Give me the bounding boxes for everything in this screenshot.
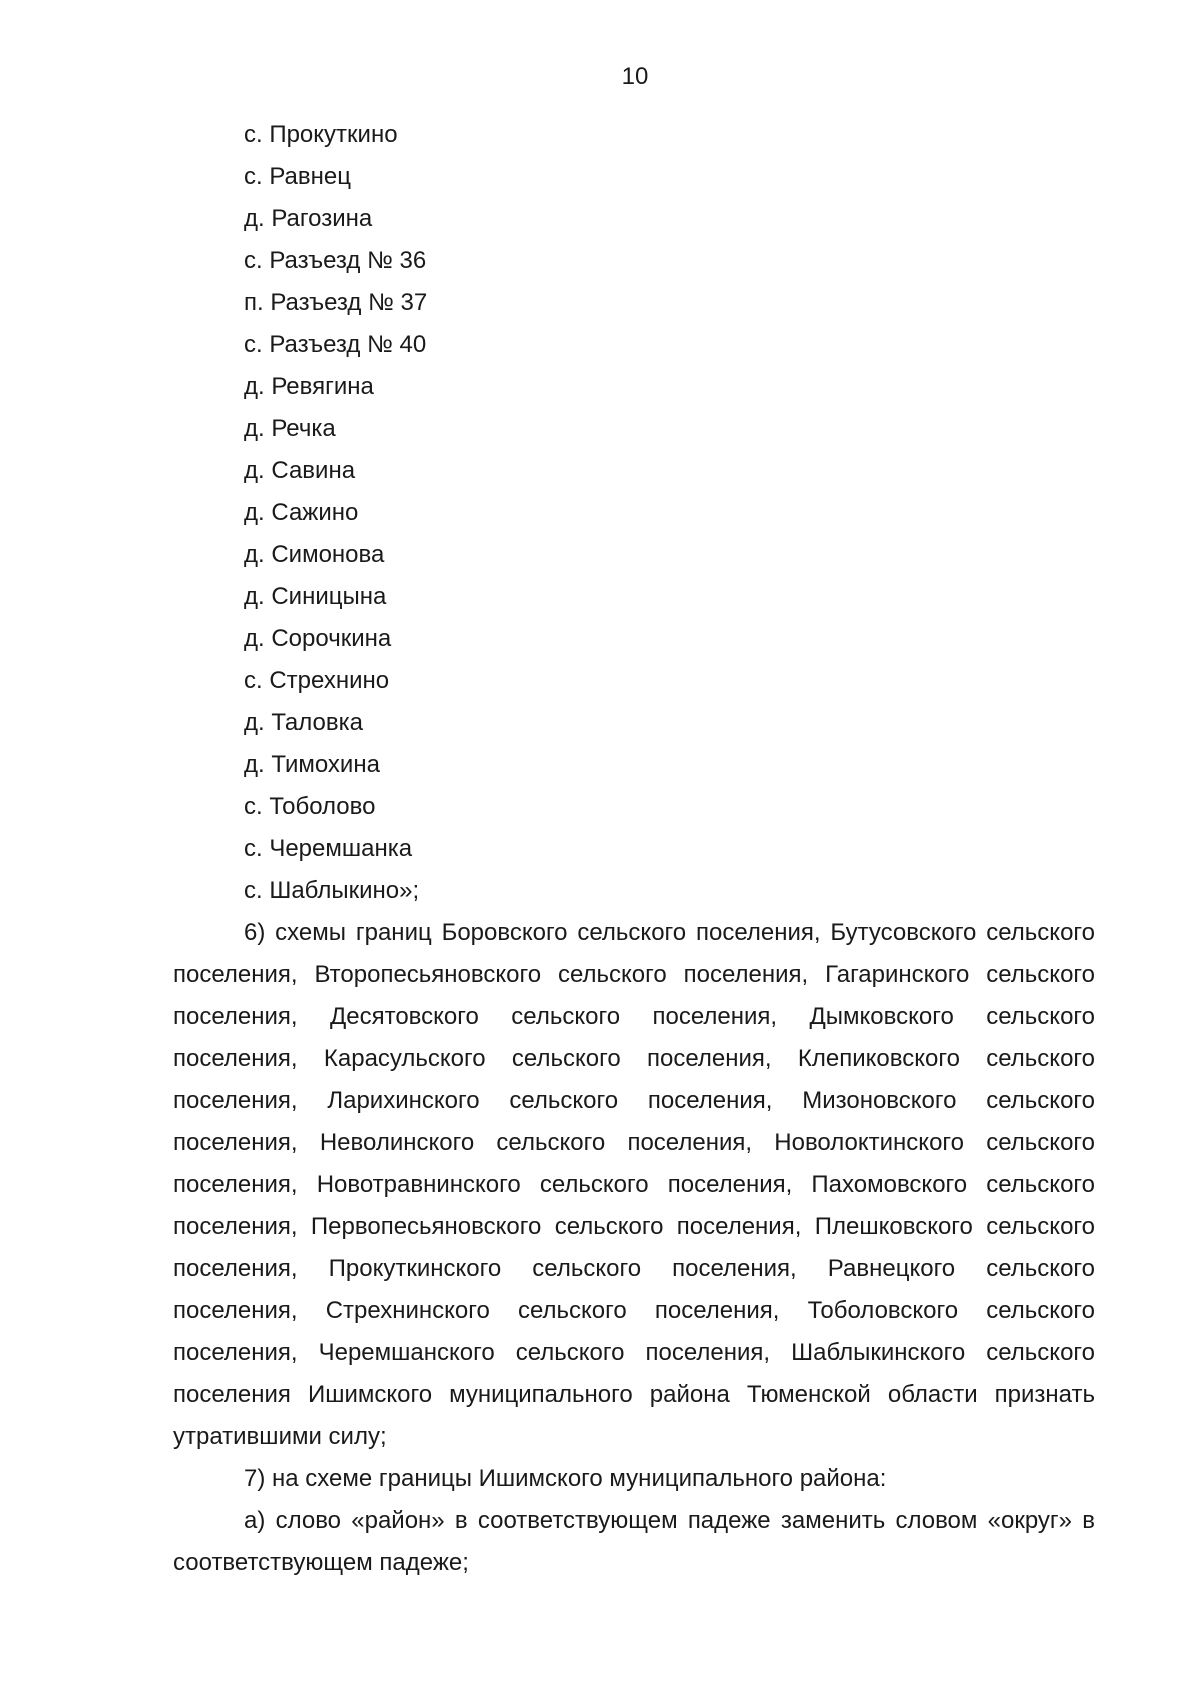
list-item: д. Ревягина xyxy=(244,373,374,400)
list-item: с. Шаблыкино»; xyxy=(244,877,420,904)
list-item: с. Равнец xyxy=(244,163,351,190)
list-item: с. Стрехнино xyxy=(244,667,390,694)
list-item: д. Таловка xyxy=(244,709,364,736)
list-item: д. Сажино xyxy=(244,499,359,526)
list-item: с. Прокуткино xyxy=(244,121,398,148)
list-item: с. Черемшанка xyxy=(244,835,413,862)
list-item: с. Разъезд № 40 xyxy=(244,331,427,358)
body-text xyxy=(173,912,1095,1584)
list-item: д. Симонова xyxy=(244,541,385,568)
list-item: п. Разъезд № 37 xyxy=(244,289,428,316)
list-item: с. Разъезд № 36 xyxy=(244,247,427,274)
list-item: д. Речка xyxy=(244,415,336,442)
list-item: д. Сорочкина xyxy=(244,625,392,652)
paragraph-item-6: 6) схемы границ Боровского сельского поселения, Бутусовского сельского поселения, Второпесьяновского сельского поселения, Гагаринского сельского поселения, Десятовского сельского поселения, Дымковского сельского поселения, Карасульского сельского поселения, Клепиковского сельского поселения, Ларихинского сельского поселения, Мизоновского сельского поселения, Неволинского сельского поселения, Новолоктинского сельского поселения, Новотравнинского сельского поселения, Пахомовского сельского поселения, Первопесьяновского сельского поселения, Плешковского сельского поселения, Прокуткинского сельского поселения, Равнецкого сельского поселения, Стрехнинского сельского поселения, Тоболовского сельского поселения, Черемшанского сельского поселения, Шаблыкинского сельского поселения Ишимского муниципального района Тюменской области признать утратившими силу; xyxy=(173,919,1095,1450)
list-item: д. Тимохина xyxy=(244,751,380,778)
settlement-list xyxy=(244,114,427,912)
list-item: д. Синицына xyxy=(244,583,387,610)
paragraph-item-7: 7) на схеме границы Ишимского муниципального района: xyxy=(244,1465,887,1492)
list-item: д. Савина xyxy=(244,457,356,484)
list-item: с. Тоболово xyxy=(244,793,376,820)
page-number: 10 xyxy=(621,63,649,90)
paragraph-item-7a: а) слово «район» в соответствующем падеже заменить словом «округ» в соответствующем падеже; xyxy=(173,1507,1095,1576)
list-item: д. Рагозина xyxy=(244,205,373,232)
